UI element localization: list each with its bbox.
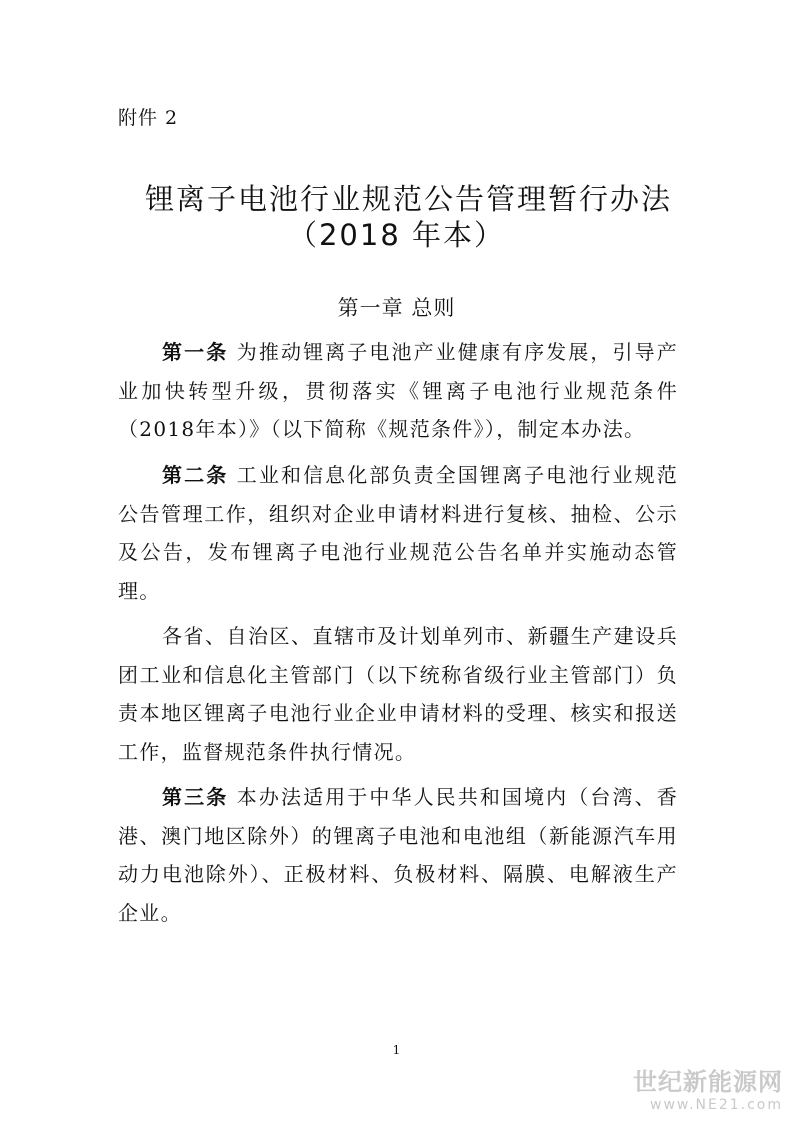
watermark [633,1068,783,1114]
watermark-url: www.NE21.com [650,1097,783,1113]
article-text: 为推动锂离子电池产业健康有序发展，引导产业加快转型升级，贯彻落实《锂离子电池行业规范条件（2018年本）》（以下简称《规范条件》），制定本办法。 [118,340,678,441]
article-text: 各省、自治区、直辖市及计划单列市、新疆生产建设兵团工业和信息化主管部门（以下统称省级行业主管部门）负责本地区锂离子电池行业企业申请材料的受理、核实和报送工作，监督规范条件执行情况。 [118,624,678,764]
watermark-text: 世纪新能源网 [633,1068,783,1096]
article-number: 第三条 [162,785,229,809]
article-number: 第一条 [162,340,229,364]
article-text: 工业和信息化部负责全国锂离子电池行业规范公告管理工作，组织对企业申请材料进行复核、抽检、公示及公告，发布锂离子电池行业规范公告名单并实施动态管理。 [118,463,678,603]
article-text: 本办法适用于中华人民共和国境内（台湾、香港、澳门地区除外）的锂离子电池和电池组（新能源汽车用动力电池除外）、正极材料、负极材料、隔膜、电解液生产企业。 [118,785,678,925]
article-paragraph [118,617,678,771]
document-title: 锂离子电池行业规范公告管理暂行办法 [144,182,672,216]
chapter-heading: 第一章 总则 [337,296,456,320]
article-number: 第二条 [162,463,229,487]
article-paragraph [118,778,678,932]
attachment-label: 附件 2 [118,107,179,129]
page-number: 1 [392,1043,401,1057]
article-paragraph [118,456,678,610]
document-title-edition: （2018 年本） [287,218,506,252]
article-paragraph [118,333,678,449]
